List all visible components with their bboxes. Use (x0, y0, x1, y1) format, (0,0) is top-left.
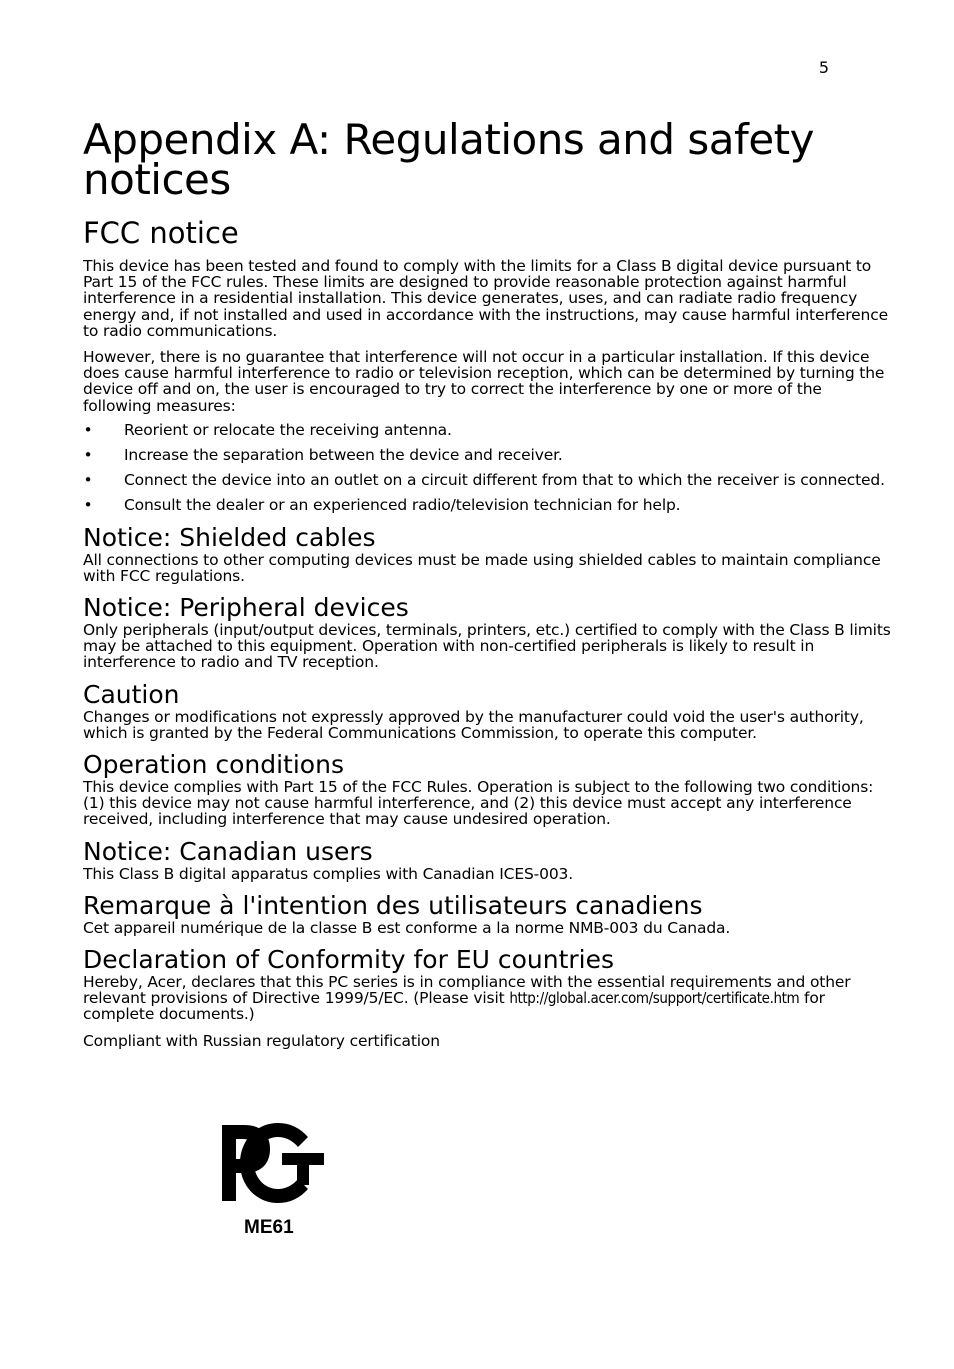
list-item (83, 447, 891, 463)
caution-text: Changes or modifications not expressly approved by the manufacturer could void the user's authority, which is granted by the Federal Communications Commission, to operate this computer. (83, 707, 864, 742)
remarque-heading: Remarque à l'intention des utilisateurs canadiens (83, 890, 703, 920)
operation-conditions-text: This device complies with Part 15 of the FCC Rules. Operation is subject to the following two conditions: (1) this device may not cause harmful interference, and (2) this device must accept any interference received, including interference that may cause undesired operation. (83, 778, 874, 829)
operation-conditions-heading: Operation conditions (83, 750, 344, 780)
bullet-icon: • (83, 471, 93, 490)
fcc-paragraph-1: This device has been tested and found to comply with the limits for a Class B digital device pursuant to Part 15 of the FCC rules. These limits are designed to provide reasonable protection against harmful interference in a residential installation. This device generates, uses, and can radiate radio frequency energy and, if not installed and used in accordance with the instructions, may cause harmful interference to radio communications. (83, 257, 888, 340)
page-title-line1: Appendix A: Regulations and safety (83, 115, 814, 164)
peripheral-devices-text: Only peripherals (input/output devices, terminals, printers, etc.) certified to comply with the Class B limits may be attached to this equipment. Operation with non-certified peripherals is likely to result in interference to radio and TV reception. (83, 621, 891, 672)
rst-logo-code: ME61 (244, 1217, 294, 1238)
page-title (83, 115, 891, 204)
list-item-text: Consult the dealer or an experienced radio/television technician for help. (124, 496, 681, 515)
shielded-cables-heading: Notice: Shielded cables (83, 522, 376, 552)
list-item-text: Connect the device into an outlet on a circuit different from that to which the receiver is connected. (124, 471, 885, 490)
canadian-users-text: This Class B digital apparatus complies with Canadian ICES-003. (83, 864, 574, 883)
eu-text-after: for complete documents.) (83, 989, 825, 1024)
list-item-text: Reorient or relocate the receiving antenna. (124, 420, 452, 439)
caution-heading: Caution (83, 679, 180, 709)
certificate-link[interactable]: http://global.acer.com/support/certificate.htm (509, 989, 800, 1008)
peripheral-devices-heading: Notice: Peripheral devices (83, 593, 409, 623)
russian-certification-text: Compliant with Russian regulatory certification (83, 1031, 440, 1050)
list-item (83, 422, 891, 438)
bullet-icon: • (83, 420, 93, 439)
list-item (83, 497, 891, 513)
page-title-line2: notices (83, 155, 231, 204)
eu-declaration-text (83, 974, 891, 1023)
list-item (83, 472, 891, 488)
page-content (83, 115, 891, 1050)
eu-text-before: Hereby, Acer, declares that this PC series is in compliance with the essential requirements and other relevant provisions of Directive 1999/5/EC. (Please visit (83, 973, 851, 1008)
fcc-notice-heading: FCC notice (83, 216, 239, 250)
fcc-paragraph-2: However, there is no guarantee that interference will not occur in a particular installation. If this device does cause harmful interference to radio or television reception, which can be determined by turning the device off and on, the user is encouraged to try to correct the interference by one or more of the following measures: (83, 348, 885, 415)
rst-certification-logo (220, 1123, 328, 1243)
remarque-text: Cet appareil numérique de la classe B est conforme a la norme NMB-003 du Canada. (83, 918, 731, 937)
eu-declaration-heading: Declaration of Conformity for EU countries (83, 945, 615, 975)
bullet-icon: • (83, 446, 93, 465)
list-item-text: Increase the separation between the device and receiver. (124, 446, 563, 465)
bullet-icon: • (83, 496, 93, 515)
page-number: 5 (818, 58, 829, 77)
shielded-cables-text: All connections to other computing devices must be made using shielded cables to maintain compliance with FCC regulations. (83, 550, 881, 585)
rst-mark-icon (220, 1123, 324, 1203)
canadian-users-heading: Notice: Canadian users (83, 836, 373, 866)
fcc-measures-list (83, 422, 891, 514)
